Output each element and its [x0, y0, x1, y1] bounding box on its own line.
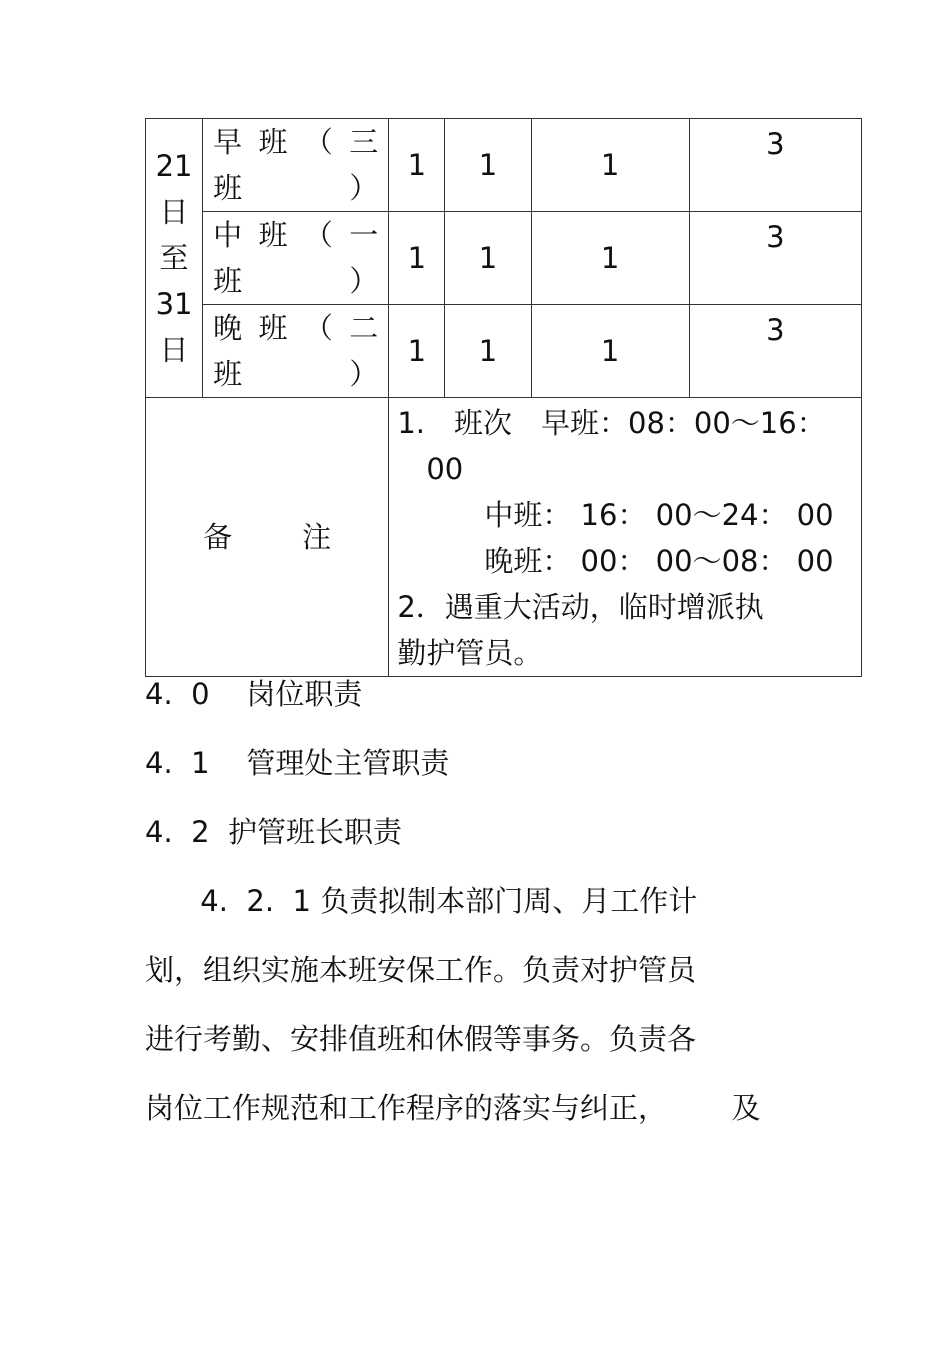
count-cell: 1	[445, 305, 531, 398]
shift-char: ）	[349, 171, 379, 205]
date-part: 日	[159, 195, 189, 229]
shift-name-cell	[203, 119, 389, 212]
remark-content-cell	[389, 398, 862, 677]
table-row	[146, 398, 862, 677]
shift-char: 班	[213, 357, 243, 391]
remark-line: 00	[397, 452, 464, 486]
shift-char: 班	[258, 218, 288, 252]
body-line: 划，组织实施本班安保工作。负责对护管员	[145, 953, 697, 987]
date-range-cell	[146, 119, 203, 398]
date-part: 21	[155, 149, 193, 183]
body-line: 4. 2. 1 负责拟制本部门周、月工作计	[145, 884, 698, 918]
table-row	[146, 119, 862, 212]
table-row	[146, 305, 862, 398]
shift-name-cell	[203, 305, 389, 398]
count-cell: 1	[389, 212, 445, 305]
shift-char: 中	[213, 218, 243, 252]
shift-char: 三	[349, 125, 379, 159]
remark-line: 勤护管员。	[397, 636, 543, 670]
shift-char: 早	[213, 125, 243, 159]
total-cell: 3	[689, 305, 861, 398]
shift-char: 晚	[213, 311, 243, 345]
date-part: 至	[159, 241, 189, 275]
count-cell: 1	[531, 119, 689, 212]
shift-char: 班	[258, 311, 288, 345]
body-line: 进行考勤、安排值班和休假等事务。负责各	[145, 1022, 697, 1056]
shift-char: 班	[213, 264, 243, 298]
remark-line: 中班： 16： 00～24： 00	[397, 498, 834, 532]
section-heading: 4. 1 管理处主管职责	[145, 746, 450, 780]
count-cell: 1	[389, 119, 445, 212]
shift-char: （	[303, 311, 333, 345]
count-cell: 1	[445, 119, 531, 212]
count-cell: 1	[531, 305, 689, 398]
remark-label: 备	[203, 520, 233, 554]
count-cell: 1	[389, 305, 445, 398]
section-heading: 4. 2 护管班长职责	[145, 815, 402, 849]
shift-char: 二	[349, 311, 379, 345]
remark-line: 晚班： 00： 00～08： 00	[397, 544, 834, 578]
remark-line: 1. 班次 早班：08：00～16：	[397, 406, 826, 440]
count-cell: 1	[531, 212, 689, 305]
shift-name-cell	[203, 212, 389, 305]
shift-char: 班	[258, 125, 288, 159]
remark-label: 注	[302, 520, 332, 554]
shift-char: （	[303, 125, 333, 159]
shift-char: （	[303, 218, 333, 252]
shift-char: ）	[349, 264, 379, 298]
total-cell: 3	[689, 119, 861, 212]
body-line: 岗位工作规范和工作程序的落实与纠正， 及	[145, 1091, 761, 1125]
date-part: 31	[155, 287, 193, 321]
remark-line: 2．遇重大活动，临时增派执	[397, 590, 764, 624]
count-cell: 1	[445, 212, 531, 305]
shift-char: ）	[349, 357, 379, 391]
shift-char: 一	[349, 218, 379, 252]
shift-char: 班	[213, 171, 243, 205]
section-heading: 4. 0 岗位职责	[145, 677, 363, 711]
table-row	[146, 212, 862, 305]
total-cell: 3	[689, 212, 861, 305]
date-part: 日	[159, 333, 189, 367]
remark-label-cell	[146, 398, 389, 677]
duty-schedule-table	[145, 118, 862, 677]
